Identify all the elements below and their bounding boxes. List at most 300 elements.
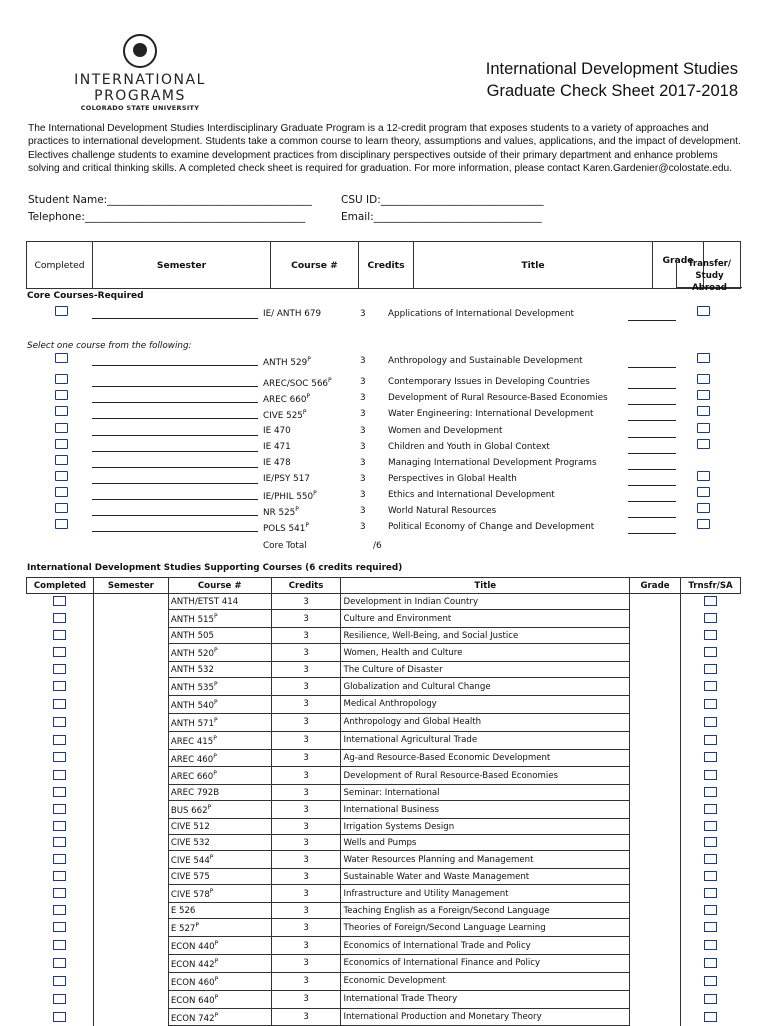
elective-completed-checkbox[interactable]: [55, 471, 68, 481]
transfer-cell: [681, 628, 741, 644]
completed-checkbox[interactable]: [53, 804, 66, 814]
supporting-courses-table: [26, 577, 741, 1026]
transfer-checkbox[interactable]: [704, 871, 717, 881]
elective-transfer-checkbox[interactable]: [697, 439, 710, 449]
course-number: CIVE 575: [170, 871, 210, 882]
credits-cell: 3: [271, 919, 341, 937]
completed-checkbox[interactable]: [53, 1012, 66, 1022]
credits-cell: 3: [271, 990, 341, 1008]
grade-cell[interactable]: [630, 972, 681, 990]
logo-university-name: COLORADO STATE UNIVERSITY: [80, 104, 200, 112]
completed-cell: [27, 819, 94, 835]
course-cell: [168, 644, 271, 662]
completed-cell: [27, 869, 94, 885]
elective-grade-line[interactable]: [628, 420, 676, 421]
transfer-checkbox[interactable]: [704, 958, 717, 968]
grade-cell[interactable]: [630, 937, 681, 955]
grade-cell[interactable]: [630, 678, 681, 696]
completed-checkbox[interactable]: [53, 613, 66, 623]
credits-cell: 3: [271, 1008, 341, 1026]
course-cell: [168, 851, 271, 869]
elective-completed-checkbox[interactable]: [55, 374, 68, 384]
course-number: CIVE 532: [170, 837, 210, 848]
credits-cell: 3: [271, 678, 341, 696]
elective-credits: 3: [360, 409, 366, 419]
elective-semester-line[interactable]: [92, 451, 258, 452]
elective-grade-line[interactable]: [628, 367, 676, 368]
completed-checkbox[interactable]: [53, 717, 66, 727]
table-row: [27, 662, 741, 678]
course-cell: [168, 594, 271, 610]
course-number: ECON 742: [170, 1013, 215, 1024]
grade-cell[interactable]: [630, 835, 681, 851]
completed-cell: [27, 972, 94, 990]
sup-header-grade: Grade: [630, 578, 681, 594]
transfer-checkbox[interactable]: [704, 717, 717, 727]
semester-cell[interactable]: [93, 731, 168, 749]
prereq-marker: P: [313, 490, 317, 497]
grade-cell[interactable]: [630, 644, 681, 662]
logo-org-name: INTERNATIONAL PROGRAMS: [74, 72, 206, 104]
elective-grade-line[interactable]: [628, 469, 676, 470]
credits-cell: 3: [271, 749, 341, 767]
grade-cell[interactable]: [630, 662, 681, 678]
completed-checkbox[interactable]: [53, 630, 66, 640]
semester-cell[interactable]: [93, 785, 168, 801]
sup-header-transfer: Trnsfr/SA: [681, 578, 741, 594]
elective-grade-line[interactable]: [628, 517, 676, 518]
title-cell: Culture and Environment: [341, 610, 630, 628]
grade-cell[interactable]: [630, 695, 681, 713]
elective-title: Women and Development: [388, 426, 503, 436]
credits-cell: 3: [271, 937, 341, 955]
completed-checkbox[interactable]: [53, 837, 66, 847]
prereq-marker: P: [213, 681, 218, 689]
elective-completed-checkbox[interactable]: [55, 423, 68, 433]
semester-cell[interactable]: [93, 713, 168, 731]
elective-title: Ethics and International Development: [388, 490, 555, 500]
elective-semester-line[interactable]: [92, 402, 258, 403]
grade-cell[interactable]: [630, 869, 681, 885]
elective-completed-checkbox[interactable]: [55, 353, 68, 363]
grade-cell[interactable]: [630, 628, 681, 644]
grade-cell[interactable]: [630, 801, 681, 819]
semester-cell[interactable]: [93, 644, 168, 662]
semester-cell[interactable]: [93, 594, 168, 610]
completed-cell: [27, 785, 94, 801]
credits-cell: 3: [271, 713, 341, 731]
semester-cell[interactable]: [93, 919, 168, 937]
title-cell: Economics of International Finance and Policy: [341, 955, 630, 973]
semester-cell[interactable]: [93, 610, 168, 628]
title-cell: Development of Rural Resource-Based Economies: [341, 767, 630, 785]
credits-cell: 3: [271, 869, 341, 885]
table-row: [27, 990, 741, 1008]
completed-cell: [27, 731, 94, 749]
header-completed: Completed: [27, 242, 93, 288]
transfer-checkbox[interactable]: [704, 699, 717, 709]
title-cell: Irrigation Systems Design: [341, 819, 630, 835]
elective-credits: 3: [360, 522, 366, 532]
course-number: ECON 640: [170, 995, 215, 1006]
completed-checkbox[interactable]: [53, 922, 66, 932]
elective-credits: 3: [360, 474, 366, 484]
core-completed-checkbox[interactable]: [55, 306, 68, 316]
elective-completed-checkbox[interactable]: [55, 519, 68, 529]
completed-checkbox[interactable]: [53, 681, 66, 691]
core-total-value: /6: [373, 541, 382, 551]
prereq-marker: P: [209, 854, 214, 862]
transfer-checkbox[interactable]: [704, 681, 717, 691]
transfer-checkbox[interactable]: [704, 630, 717, 640]
completed-cell: [27, 695, 94, 713]
elective-transfer-checkbox[interactable]: [697, 406, 710, 416]
elective-grade-line[interactable]: [628, 388, 676, 389]
course-cell: [168, 713, 271, 731]
prereq-marker: P: [209, 888, 214, 896]
semester-cell[interactable]: [93, 835, 168, 851]
course-number: ANTH 571: [170, 718, 214, 729]
course-cell: [168, 869, 271, 885]
elective-completed-checkbox[interactable]: [55, 503, 68, 513]
grade-cell[interactable]: [630, 885, 681, 903]
grade-cell[interactable]: [630, 749, 681, 767]
completed-checkbox[interactable]: [53, 994, 66, 1004]
semester-cell[interactable]: [93, 749, 168, 767]
transfer-cell: [681, 610, 741, 628]
course-number: ANTH 535: [170, 682, 214, 693]
core-semester-line[interactable]: [92, 318, 258, 319]
elective-grade-line[interactable]: [628, 485, 676, 486]
completed-checkbox[interactable]: [53, 854, 66, 864]
completed-checkbox[interactable]: [53, 664, 66, 674]
transfer-checkbox[interactable]: [704, 735, 717, 745]
prereq-marker: P: [214, 958, 219, 966]
elective-course-number: [263, 356, 311, 368]
semester-cell[interactable]: [93, 628, 168, 644]
transfer-checkbox[interactable]: [704, 752, 717, 762]
title-line-2: Graduate Check Sheet 2017-2018: [486, 82, 738, 100]
elective-title: Children and Youth in Global Context: [388, 442, 550, 452]
completed-cell: [27, 919, 94, 937]
table-row: [27, 594, 741, 610]
grade-cell[interactable]: [630, 594, 681, 610]
sup-header-credits: Credits: [271, 578, 341, 594]
transfer-cell: [681, 713, 741, 731]
completed-checkbox[interactable]: [53, 596, 66, 606]
transfer-checkbox[interactable]: [704, 837, 717, 847]
grade-cell[interactable]: [630, 955, 681, 973]
course-cell: [168, 990, 271, 1008]
student-name-field[interactable]: Student Name:_______________________________________: [28, 194, 312, 206]
intro-paragraph: The International Development Studies Interdisciplinary Graduate Program is a 12-credit program that exposes students to a variety of approaches and practices to international development. Students take a common course to learn theory, assumptions and values, applications, and the impact of development. Electives challenge students to examine development practices from disciplinary perspectives outside of their primary department and enhance problems solving and critical thinking skills. A completed check sheet is required for graduation. For more information, please contact Karen.Gardenier@colostate.edu.: [28, 123, 741, 175]
email-field[interactable]: Email:________________________________: [341, 211, 542, 223]
prereq-marker: P: [214, 940, 219, 948]
completed-checkbox[interactable]: [53, 888, 66, 898]
semester-cell[interactable]: [93, 695, 168, 713]
elective-transfer-checkbox[interactable]: [697, 519, 710, 529]
university-logo: [40, 34, 240, 112]
elective-grade-line[interactable]: [628, 533, 676, 534]
elective-semester-line[interactable]: [92, 386, 258, 387]
elective-grade-line[interactable]: [628, 501, 676, 502]
transfer-checkbox[interactable]: [704, 940, 717, 950]
grade-cell[interactable]: [630, 785, 681, 801]
semester-cell[interactable]: [93, 972, 168, 990]
grade-cell[interactable]: [630, 713, 681, 731]
transfer-cell: [681, 972, 741, 990]
transfer-cell: [681, 785, 741, 801]
prereq-marker: P: [213, 770, 217, 778]
grade-cell[interactable]: [630, 851, 681, 869]
elective-transfer-checkbox[interactable]: [697, 423, 710, 433]
elective-credits: 3: [360, 490, 366, 500]
completed-cell: [27, 903, 94, 919]
table-row: [27, 644, 741, 662]
prereq-marker: P: [328, 377, 332, 384]
credits-cell: 3: [271, 903, 341, 919]
elective-transfer-checkbox[interactable]: [697, 471, 710, 481]
elective-course-number: [263, 377, 332, 389]
course-cell: [168, 801, 271, 819]
elective-completed-checkbox[interactable]: [55, 390, 68, 400]
header-grade: Grade: [653, 242, 704, 288]
semester-cell[interactable]: [93, 937, 168, 955]
course-number: AREC 415: [170, 736, 214, 747]
semester-cell[interactable]: [93, 801, 168, 819]
grade-cell[interactable]: [630, 903, 681, 919]
completed-cell: [27, 767, 94, 785]
completed-checkbox[interactable]: [53, 787, 66, 797]
title-cell: Anthropology and Global Health: [341, 713, 630, 731]
elective-transfer-checkbox[interactable]: [697, 503, 710, 513]
prereq-marker: P: [306, 393, 311, 400]
transfer-cell: [681, 644, 741, 662]
semester-cell[interactable]: [93, 1008, 168, 1026]
elective-completed-checkbox[interactable]: [55, 487, 68, 497]
elective-title: World Natural Resources: [388, 506, 497, 516]
transfer-checkbox[interactable]: [704, 1012, 717, 1022]
transfer-checkbox[interactable]: [704, 922, 717, 932]
completed-checkbox[interactable]: [53, 976, 66, 986]
transfer-cell: [681, 851, 741, 869]
elective-semester-line[interactable]: [92, 483, 258, 484]
course-cell: [168, 749, 271, 767]
transfer-cell: [681, 919, 741, 937]
completed-cell: [27, 610, 94, 628]
credits-cell: 3: [271, 695, 341, 713]
transfer-checkbox[interactable]: [704, 770, 717, 780]
prereq-marker: P: [213, 716, 218, 724]
grade-cell[interactable]: [630, 919, 681, 937]
prereq-marker: P: [214, 1011, 219, 1019]
semester-cell[interactable]: [93, 869, 168, 885]
elective-semester-line[interactable]: [92, 499, 258, 500]
semester-cell[interactable]: [93, 851, 168, 869]
grade-cell[interactable]: [630, 731, 681, 749]
course-cell: [168, 610, 271, 628]
completed-cell: [27, 662, 94, 678]
grade-cell[interactable]: [630, 819, 681, 835]
course-cell: [168, 937, 271, 955]
title-cell: Seminar: International: [341, 785, 630, 801]
completed-cell: [27, 594, 94, 610]
transfer-cell: [681, 1008, 741, 1026]
semester-cell[interactable]: [93, 819, 168, 835]
completed-checkbox[interactable]: [53, 821, 66, 831]
elective-transfer-checkbox[interactable]: [697, 374, 710, 384]
transfer-checkbox[interactable]: [704, 821, 717, 831]
completed-checkbox[interactable]: [53, 770, 66, 780]
grade-cell[interactable]: [630, 1008, 681, 1026]
elective-course-number: [263, 522, 309, 534]
completed-checkbox[interactable]: [53, 958, 66, 968]
title-cell: Water Resources Planning and Management: [341, 851, 630, 869]
prereq-marker: P: [207, 804, 212, 812]
completed-cell: [27, 678, 94, 696]
transfer-checkbox[interactable]: [704, 613, 717, 623]
grade-cell[interactable]: [630, 610, 681, 628]
semester-cell[interactable]: [93, 767, 168, 785]
elective-grade-line[interactable]: [628, 404, 676, 405]
sup-header-course: Course #: [168, 578, 271, 594]
elective-transfer-checkbox[interactable]: [697, 487, 710, 497]
telephone-field[interactable]: Telephone:__________________________________________: [28, 211, 306, 223]
transfer-cell: [681, 695, 741, 713]
elective-credits: 3: [360, 393, 366, 403]
transfer-cell: [681, 869, 741, 885]
completed-cell: [27, 937, 94, 955]
core-transfer-checkbox[interactable]: [697, 306, 710, 316]
grade-cell[interactable]: [630, 767, 681, 785]
completed-checkbox[interactable]: [53, 752, 66, 762]
completed-cell: [27, 1008, 94, 1026]
elective-course-code: IE/PSY 517: [263, 474, 310, 484]
header-course: Course #: [271, 242, 359, 288]
credits-cell: 3: [271, 594, 341, 610]
completed-cell: [27, 644, 94, 662]
elective-grade-line[interactable]: [628, 453, 676, 454]
transfer-cell: [681, 937, 741, 955]
elective-semester-line[interactable]: [92, 365, 258, 366]
course-cell: [168, 919, 271, 937]
document-title: [486, 58, 738, 102]
elective-title: Managing International Development Programs: [388, 458, 597, 468]
completed-checkbox[interactable]: [53, 647, 66, 657]
completed-checkbox[interactable]: [53, 871, 66, 881]
title-cell: International Business: [341, 801, 630, 819]
elective-title: Development of Rural Resource-Based Economies: [388, 393, 608, 403]
table-row: [27, 919, 741, 937]
elective-semester-line[interactable]: [92, 531, 258, 532]
elective-semester-line[interactable]: [92, 418, 258, 419]
title-cell: Resilience, Well-Being, and Social Justice: [341, 628, 630, 644]
title-cell: Infrastructure and Utility Management: [341, 885, 630, 903]
elective-completed-checkbox[interactable]: [55, 439, 68, 449]
table-row: [27, 1008, 741, 1026]
elective-course-number: [263, 490, 317, 502]
transfer-cell: [681, 835, 741, 851]
elective-course-number: [263, 409, 307, 421]
core-grade-line[interactable]: [628, 320, 676, 321]
course-number: E 526: [170, 905, 196, 916]
transfer-checkbox[interactable]: [704, 596, 717, 606]
course-number: ECON 440: [170, 942, 215, 953]
semester-cell[interactable]: [93, 885, 168, 903]
elective-semester-line[interactable]: [92, 435, 258, 436]
completed-checkbox[interactable]: [53, 699, 66, 709]
transfer-checkbox[interactable]: [704, 647, 717, 657]
course-cell: [168, 767, 271, 785]
semester-cell[interactable]: [93, 662, 168, 678]
ram-seal-icon: [123, 34, 157, 68]
semester-cell[interactable]: [93, 955, 168, 973]
elective-title: Political Economy of Change and Development: [388, 522, 595, 532]
table-row: [27, 819, 741, 835]
course-number: ANTH/ETST 414: [170, 596, 239, 607]
title-line-1: International Development Studies: [485, 60, 738, 78]
completed-checkbox[interactable]: [53, 735, 66, 745]
table-row: [27, 869, 741, 885]
transfer-checkbox[interactable]: [704, 994, 717, 1004]
elective-transfer-checkbox[interactable]: [697, 390, 710, 400]
transfer-checkbox[interactable]: [704, 664, 717, 674]
transfer-checkbox[interactable]: [704, 976, 717, 986]
prereq-marker: P: [195, 922, 200, 930]
elective-completed-checkbox[interactable]: [55, 455, 68, 465]
transfer-cell: [681, 801, 741, 819]
course-number: BUS 662: [170, 806, 208, 817]
transfer-cell: [681, 749, 741, 767]
core-total-label: Core Total: [263, 541, 307, 551]
elective-grade-line[interactable]: [628, 437, 676, 438]
completed-checkbox[interactable]: [53, 905, 66, 915]
completed-checkbox[interactable]: [53, 940, 66, 950]
title-cell: Sustainable Water and Waste Management: [341, 869, 630, 885]
csu-id-field[interactable]: CSU ID:_______________________________: [341, 194, 544, 206]
sup-header-completed: Completed: [27, 578, 94, 594]
course-cell: [168, 972, 271, 990]
title-cell: Ag-and Resource-Based Economic Development: [341, 749, 630, 767]
semester-cell[interactable]: [93, 678, 168, 696]
course-number: ANTH 515: [170, 615, 214, 626]
elective-completed-checkbox[interactable]: [55, 406, 68, 416]
elective-course-code: IE 478: [263, 458, 291, 468]
transfer-checkbox[interactable]: [704, 888, 717, 898]
elective-course-code: POLS 541: [263, 523, 306, 534]
course-number: ANTH 540: [170, 700, 214, 711]
course-number: AREC 792B: [170, 787, 220, 798]
title-cell: Teaching English as a Foreign/Second Language: [341, 903, 630, 919]
transfer-checkbox[interactable]: [704, 787, 717, 797]
prereq-marker: P: [295, 506, 299, 513]
select-one-label: Select one course from the following:: [27, 341, 192, 351]
elective-semester-line[interactable]: [92, 467, 258, 468]
transfer-checkbox[interactable]: [704, 854, 717, 864]
semester-cell[interactable]: [93, 990, 168, 1008]
elective-semester-line[interactable]: [92, 515, 258, 516]
completed-cell: [27, 990, 94, 1008]
credits-cell: 3: [271, 835, 341, 851]
completed-cell: [27, 835, 94, 851]
transfer-checkbox[interactable]: [704, 804, 717, 814]
credits-cell: 3: [271, 785, 341, 801]
transfer-checkbox[interactable]: [704, 905, 717, 915]
elective-transfer-checkbox[interactable]: [697, 353, 710, 363]
semester-cell[interactable]: [93, 903, 168, 919]
grade-cell[interactable]: [630, 990, 681, 1008]
course-number: AREC 460: [170, 754, 214, 765]
